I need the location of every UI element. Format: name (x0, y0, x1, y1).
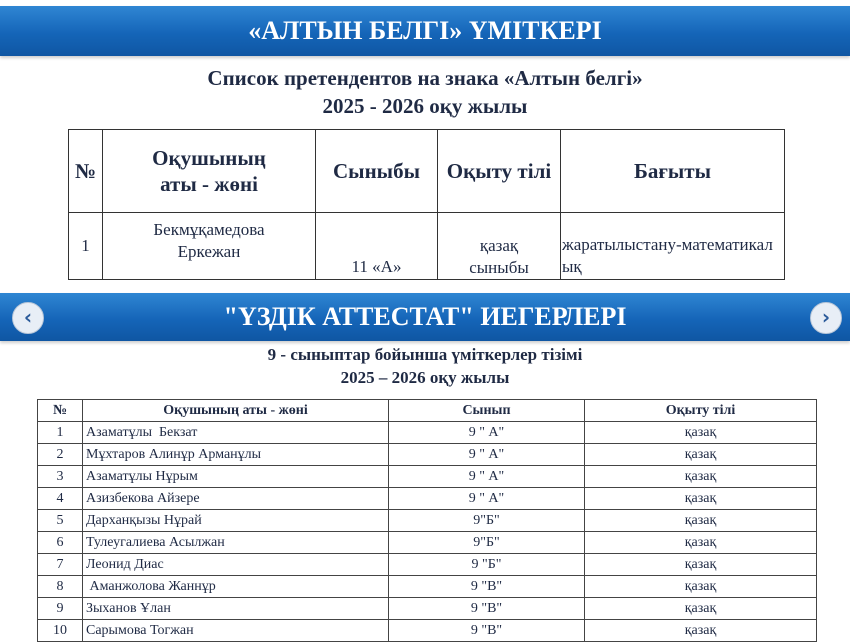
cell-language: қазақ сыныбы (438, 213, 561, 280)
column-header-language: Оқыту тілі (585, 400, 817, 422)
cell-name: Мұхтаров Алинұр Арманұлы (83, 444, 389, 466)
cell-language: қазақ (585, 488, 817, 510)
column-header-number: № (69, 130, 103, 213)
cell-language: қазақ (585, 598, 817, 620)
altyn-belgi-table (68, 129, 785, 280)
column-header-name: Оқушының аты - жөні (83, 400, 389, 422)
cell-number: 3 (38, 466, 83, 488)
table-row (38, 554, 817, 576)
cell-number: 7 (38, 554, 83, 576)
cell-name: Азаматұлы Бекзат (83, 422, 389, 444)
table-row (38, 620, 817, 642)
cell-class: 9 "В" (389, 620, 585, 642)
cell-language: қазақ (585, 576, 817, 598)
cell-class: 9"Б" (389, 510, 585, 532)
chevron-left-icon[interactable]: ‹ (12, 302, 44, 334)
table-row (38, 576, 817, 598)
cell-name: Азаматұлы Нұрым (83, 466, 389, 488)
uzdik-attestat-banner: "ҮЗДІК АТТЕСТАТ" ИЕГЕРЛЕРІ (0, 293, 850, 341)
cell-number: 1 (38, 422, 83, 444)
column-header-language: Оқыту тілі (438, 130, 561, 213)
cell-name: Азизбекова Айзере (83, 488, 389, 510)
cell-class: 9 " А" (389, 444, 585, 466)
column-header-direction: Бағыты (561, 130, 785, 213)
cell-number: 9 (38, 598, 83, 620)
cell-class: 9"Б" (389, 532, 585, 554)
table-row (38, 598, 817, 620)
cell-number: 8 (38, 576, 83, 598)
column-header-number: № (38, 400, 83, 422)
cell-class: 9 "В" (389, 598, 585, 620)
uzdik-attestat-caption: 9 - сыныптар бойынша үміткерлер тізімі (267, 345, 583, 364)
altyn-belgi-banner: «АЛТЫН БЕЛГІ» ҮМІТКЕРІ (0, 6, 850, 56)
cell-language: қазақ (585, 422, 817, 444)
cell-name: Зыханов Ұлан (83, 598, 389, 620)
uzdik-attestat-year: 2025 – 2026 оқу жылы (340, 368, 510, 387)
cell-name: Аманжолова Жаннұр (83, 576, 389, 598)
cell-language: қазақ (585, 510, 817, 532)
cell-number: 6 (38, 532, 83, 554)
column-header-class: Сынып (389, 400, 585, 422)
column-header-class: Сыныбы (316, 130, 438, 213)
cell-language: қазақ (585, 532, 817, 554)
cell-language: қазақ (585, 466, 817, 488)
cell-language: қазақ (585, 554, 817, 576)
cell-name: Дарханқызы Нұрай (83, 510, 389, 532)
cell-name: Бекмұқамедова Еркежан (103, 213, 316, 280)
cell-name: Леонид Диас (83, 554, 389, 576)
cell-language: қазақ (585, 444, 817, 466)
table-row (38, 466, 817, 488)
altyn-belgi-caption: Список претендентов на знака «Алтын белгі» (207, 66, 643, 90)
cell-class: 11 «А» (316, 213, 438, 280)
cell-class: 9 " А" (389, 466, 585, 488)
cell-number: 5 (38, 510, 83, 532)
cell-number: 10 (38, 620, 83, 642)
cell-name: Сарымова Тогжан (83, 620, 389, 642)
table-row (38, 488, 817, 510)
cell-number: 4 (38, 488, 83, 510)
table-row (38, 422, 817, 444)
table-row (69, 213, 785, 280)
cell-class: 9 "Б" (389, 554, 585, 576)
cell-name: Тулеугалиева Асылжан (83, 532, 389, 554)
cell-number: 1 (69, 213, 103, 280)
cell-class: 9 " А" (389, 422, 585, 444)
cell-class: 9 "В" (389, 576, 585, 598)
cell-language: қазақ (585, 620, 817, 642)
table-row (38, 532, 817, 554)
table-row (38, 444, 817, 466)
uzdik-attestat-table (37, 399, 817, 642)
cell-class: 9 " А" (389, 488, 585, 510)
cell-direction: жаратылыстану-математикалық (561, 213, 785, 280)
chevron-right-icon[interactable]: › (810, 302, 842, 334)
table-row (38, 510, 817, 532)
altyn-belgi-year: 2025 - 2026 оқу жылы (322, 94, 528, 118)
column-header-name: Оқушының аты - жөні (103, 130, 316, 213)
cell-number: 2 (38, 444, 83, 466)
